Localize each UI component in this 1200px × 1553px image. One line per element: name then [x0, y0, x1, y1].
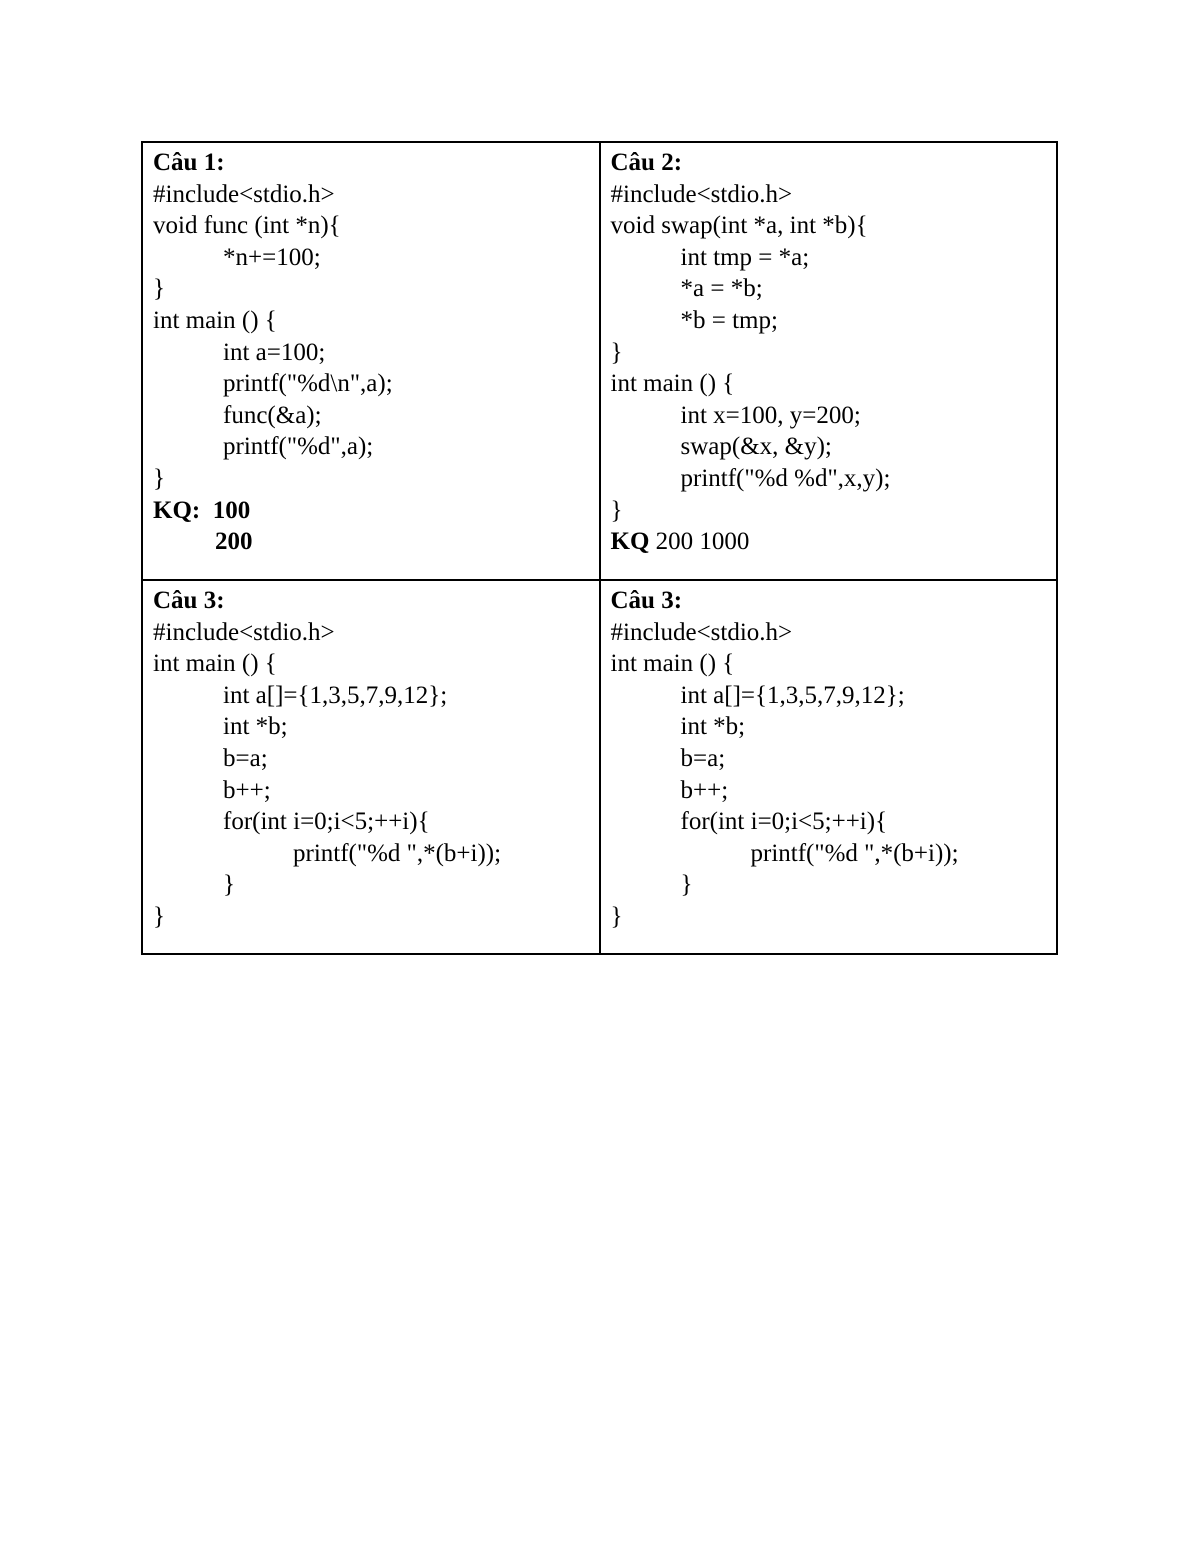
code-line: #include<stdio.h>: [153, 180, 335, 208]
exercise-cell-4: [600, 580, 1058, 954]
code-line: #include<stdio.h>: [153, 618, 335, 646]
exercise-cell-1: [142, 142, 600, 580]
code-line: printf("%d ",*(b+i));: [750, 839, 959, 867]
result-label: KQ: [610, 528, 650, 556]
exercise-title: Câu 1:: [153, 149, 225, 176]
code-line: }: [680, 871, 693, 899]
code-line: *n+=100;: [223, 243, 321, 271]
code-line: b++;: [680, 776, 729, 804]
code-line: printf("%d %d",x,y);: [680, 464, 891, 492]
code-line: void func (int *n){: [153, 212, 341, 240]
result-value: 200: [215, 528, 253, 556]
code-line: int *b;: [680, 713, 746, 741]
result-line: [153, 495, 599, 527]
code-line: printf("%d ",*(b+i));: [293, 839, 502, 867]
code-line: swap(&x, &y);: [680, 433, 832, 461]
code-line: }: [610, 902, 623, 930]
exercise-title: Câu 3:: [610, 587, 683, 614]
code-line: }: [223, 871, 235, 899]
code-line: int a[]={1,3,5,7,9,12};: [680, 681, 905, 709]
exercise-title: Câu 3:: [153, 587, 225, 614]
code-line: }: [610, 338, 623, 366]
code-line: }: [153, 902, 165, 930]
table-row: [142, 142, 1057, 580]
exercise-cell-2: [600, 142, 1058, 580]
exercise-title: Câu 2:: [610, 149, 683, 176]
code-line: }: [610, 496, 623, 524]
result-line: [611, 526, 1057, 558]
code-line: b=a;: [223, 744, 268, 772]
code-line: for(int i=0;i<5;++i){: [223, 808, 430, 836]
code-line: int main () {: [610, 650, 735, 678]
code-line: int a=100;: [223, 338, 326, 366]
code-line: int a[]={1,3,5,7,9,12};: [223, 681, 448, 709]
code-line: int x=100, y=200;: [680, 401, 861, 429]
code-line: int main () {: [610, 370, 735, 398]
table-row: [142, 580, 1057, 954]
code-line: *a = *b;: [680, 275, 763, 303]
code-line: #include<stdio.h>: [610, 618, 793, 646]
code-line: void swap(int *a, int *b){: [610, 212, 868, 240]
code-line: *b = tmp;: [680, 306, 778, 334]
code-line: }: [153, 275, 165, 303]
code-line: printf("%d\n",a);: [223, 370, 393, 398]
exercise-table: [141, 141, 1058, 955]
code-line: int tmp = *a;: [680, 243, 810, 271]
code-line: for(int i=0;i<5;++i){: [680, 808, 888, 836]
exercise-cell-3: [142, 580, 600, 954]
code-line: func(&a);: [223, 401, 322, 429]
code-line: b=a;: [680, 744, 726, 772]
code-line: }: [153, 464, 165, 492]
code-line: int main () {: [153, 650, 277, 678]
code-line: b++;: [223, 776, 271, 804]
code-line: int main () {: [153, 306, 277, 334]
code-line: printf("%d",a);: [223, 433, 374, 461]
result-value: 100: [212, 496, 251, 524]
code-line: #include<stdio.h>: [610, 180, 793, 208]
code-line: int *b;: [223, 713, 288, 741]
result-label: KQ:: [153, 496, 201, 524]
result-value: 200 1000: [655, 528, 750, 556]
